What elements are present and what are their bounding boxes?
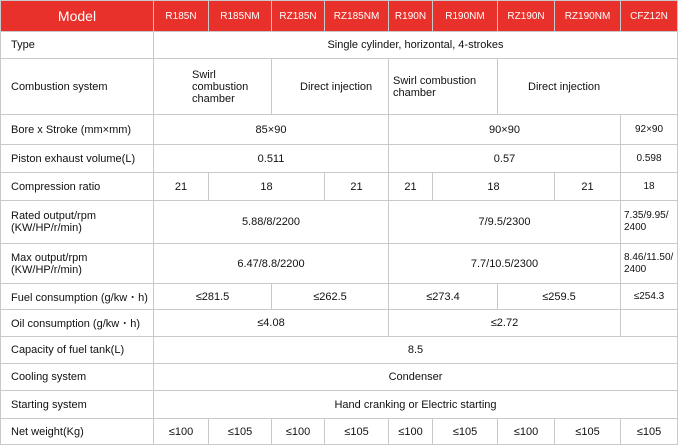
compression-rz185nm: 21 — [325, 173, 389, 201]
combustion-185-swirl: Swirl combustion chamber — [154, 59, 272, 115]
tank-value: 8.5 — [154, 337, 678, 364]
cooling-value: Condenser — [154, 364, 678, 391]
row-label-bore: Bore x Stroke (mm×mm) — [1, 115, 154, 145]
table-row — [1, 115, 678, 145]
model-col-r190n: R190N — [389, 1, 433, 32]
table-row — [1, 32, 678, 59]
table-row — [1, 337, 678, 364]
row-label-compression: Compression ratio — [1, 173, 154, 201]
compression-r185n: 21 — [154, 173, 209, 201]
compression-r190n: 21 — [389, 173, 433, 201]
bore-185: 85×90 — [154, 115, 389, 145]
compression-190-mid: 18 — [433, 173, 555, 201]
model-header: Model — [1, 1, 154, 32]
compression-185-mid: 18 — [209, 173, 325, 201]
model-col-r190nm: R190NM — [433, 1, 498, 32]
piston-185: 0.511 — [154, 145, 389, 173]
compression-cfz: 18 — [621, 173, 678, 201]
starting-value: Hand cranking or Electric starting — [154, 391, 678, 419]
row-label-cooling: Cooling system — [1, 364, 154, 391]
rated-cfz: 7.35/9.95/ 2400 — [621, 201, 678, 244]
row-label-type: Type — [1, 32, 154, 59]
fuel-cfz: ≤254.3 — [621, 284, 678, 310]
oil-cfz — [621, 310, 678, 337]
weight-r185n: ≤100 — [154, 419, 209, 445]
table-row — [1, 173, 678, 201]
row-label-piston: Piston exhaust volume(L) — [1, 145, 154, 173]
rated-190: 7/9.5/2300 — [389, 201, 621, 244]
table-row — [1, 244, 678, 284]
fuel-190-b: ≤259.5 — [498, 284, 621, 310]
row-label-oil: Oil consumption (g/kw・h) — [1, 310, 154, 337]
row-label-max: Max output/rpm (KW/HP/r/min) — [1, 244, 154, 284]
max-185: 6.47/8.8/2200 — [154, 244, 389, 284]
weight-r190nm: ≤105 — [433, 419, 498, 445]
table-row — [1, 59, 678, 115]
row-label-rated: Rated output/rpm (KW/HP/r/min) — [1, 201, 154, 244]
row-label-weight: Net weight(Kg) — [1, 419, 154, 445]
weight-rz190n: ≤100 — [498, 419, 555, 445]
max-cfz: 8.46/11.50/ 2400 — [621, 244, 678, 284]
table-row — [1, 419, 678, 445]
model-col-cfz12n: CFZ12N — [621, 1, 678, 32]
type-value: Single cylinder, horizontal, 4-strokes — [154, 32, 678, 59]
model-col-rz185nm: RZ185NM — [325, 1, 389, 32]
weight-rz190nm: ≤105 — [555, 419, 621, 445]
weight-rz185n: ≤100 — [272, 419, 325, 445]
row-label-fuel: Fuel consumption (g/kw・h) — [1, 284, 154, 310]
oil-190: ≤2.72 — [389, 310, 621, 337]
model-col-rz185n: RZ185N — [272, 1, 325, 32]
piston-cfz: 0.598 — [621, 145, 678, 173]
row-label-tank: Capacity of fuel tank(L) — [1, 337, 154, 364]
fuel-190-a: ≤273.4 — [389, 284, 498, 310]
table-row — [1, 284, 678, 310]
piston-190: 0.57 — [389, 145, 621, 173]
oil-185: ≤4.08 — [154, 310, 389, 337]
fuel-185-b: ≤262.5 — [272, 284, 389, 310]
model-col-rz190n: RZ190N — [498, 1, 555, 32]
weight-r190n: ≤100 — [389, 419, 433, 445]
compression-rz190nm: 21 — [555, 173, 621, 201]
bore-190: 90×90 — [389, 115, 621, 145]
header-row — [1, 1, 678, 32]
table-row — [1, 145, 678, 173]
fuel-185-a: ≤281.5 — [154, 284, 272, 310]
weight-cfz12n: ≤105 — [621, 419, 678, 445]
row-label-combustion: Combustion system — [1, 59, 154, 115]
table-row — [1, 201, 678, 244]
model-col-r185n: R185N — [154, 1, 209, 32]
table-row — [1, 310, 678, 337]
weight-rz185nm: ≤105 — [325, 419, 389, 445]
combustion-190-direct: Direct injection — [498, 59, 678, 115]
rated-185: 5.88/8/2200 — [154, 201, 389, 244]
model-col-r185nm: R185NM — [209, 1, 272, 32]
combustion-185-direct: Direct injection — [272, 59, 389, 115]
model-col-rz190nm: RZ190NM — [555, 1, 621, 32]
weight-r185nm: ≤105 — [209, 419, 272, 445]
table-row — [1, 364, 678, 391]
row-label-starting: Starting system — [1, 391, 154, 419]
combustion-190-swirl: Swirl combustion chamber — [389, 59, 498, 115]
table-row — [1, 391, 678, 419]
bore-cfz: 92×90 — [621, 115, 678, 145]
max-190: 7.7/10.5/2300 — [389, 244, 621, 284]
